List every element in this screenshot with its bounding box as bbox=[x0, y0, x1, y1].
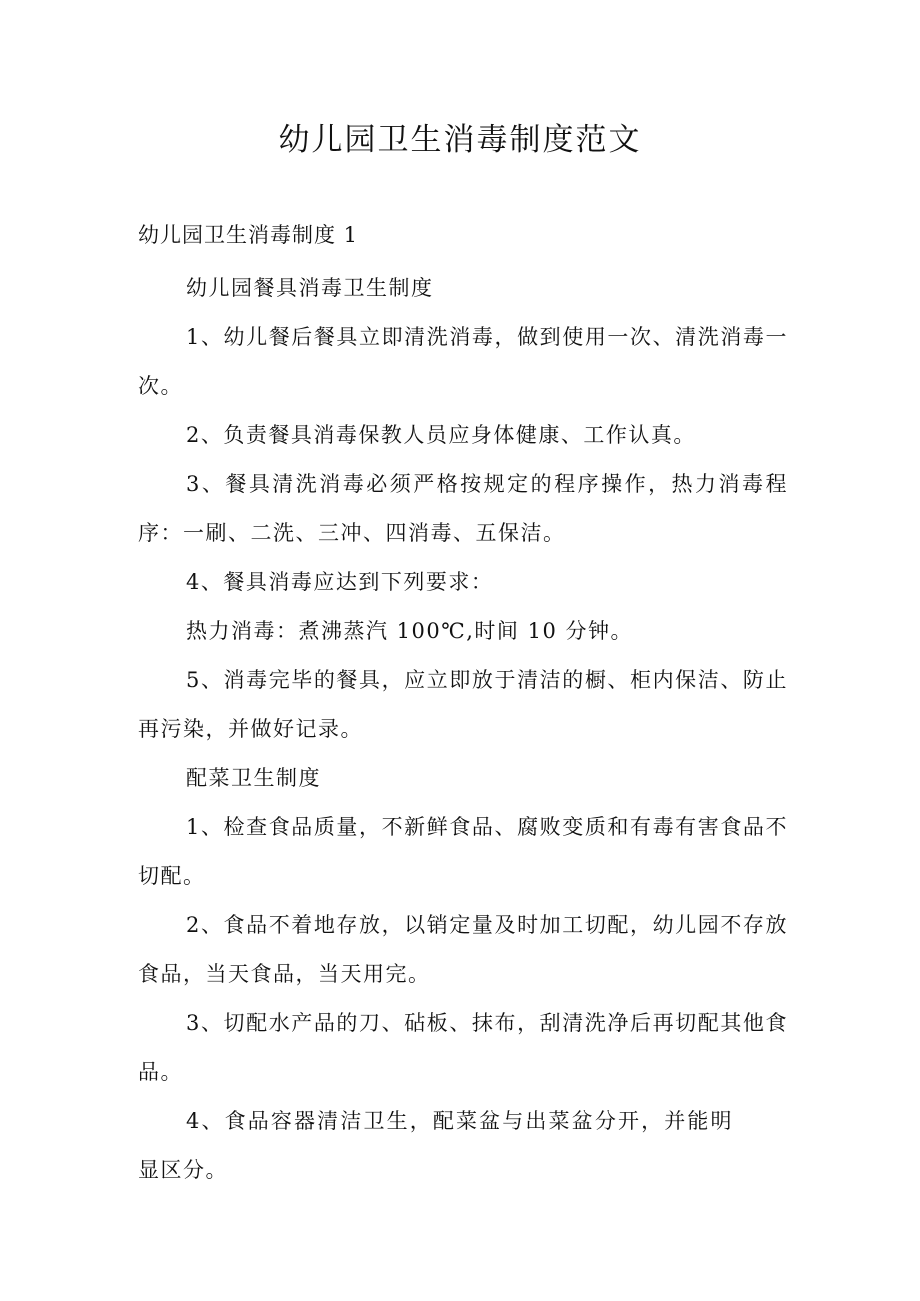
document-title: 幼儿园卫生消毒制度范文 bbox=[278, 122, 642, 158]
section-heading: 幼儿园卫生消毒制度 1 bbox=[138, 223, 359, 247]
subheading-food-preparation: 配菜卫生制度 bbox=[186, 766, 321, 790]
paragraph: 5、消毒完毕的餐具，应立即放于清洁的橱、柜内保洁、防止再污染，并做好记录。 bbox=[138, 668, 788, 741]
paragraph: 3、切配水产品的刀、砧板、抹布，刮清洗净后再切配其他食品。 bbox=[138, 1011, 788, 1084]
subheading-tableware-disinfection: 幼儿园餐具消毒卫生制度 bbox=[186, 276, 434, 300]
paragraph: 热力消毒：煮沸蒸汽 100℃,时间 10 分钟。 bbox=[186, 619, 633, 643]
paragraph: 1、幼儿餐后餐具立即清洗消毒，做到使用一次、清洗消毒一次。 bbox=[138, 325, 788, 398]
paragraph: 1、检查食品质量，不新鲜食品、腐败变质和有毒有害食品不切配。 bbox=[138, 815, 788, 888]
paragraph: 4、餐具消毒应达到下列要求： bbox=[186, 570, 494, 594]
paragraph: 2、负责餐具消毒保教人员应身体健康、工作认真。 bbox=[186, 423, 696, 447]
paragraph: 2、食品不着地存放，以销定量及时加工切配，幼儿园不存放食品，当天食品，当天用完。 bbox=[138, 913, 788, 986]
document-body bbox=[138, 264, 788, 1195]
paragraph: 4、食品容器清洁卫生，配菜盆与出菜盆分开，并能明显区分。 bbox=[138, 1109, 733, 1182]
paragraph: 3、餐具清洗消毒必须严格按规定的程序操作，热力消毒程序：一刷、二洗、三冲、四消毒、五保洁。 bbox=[138, 472, 788, 545]
